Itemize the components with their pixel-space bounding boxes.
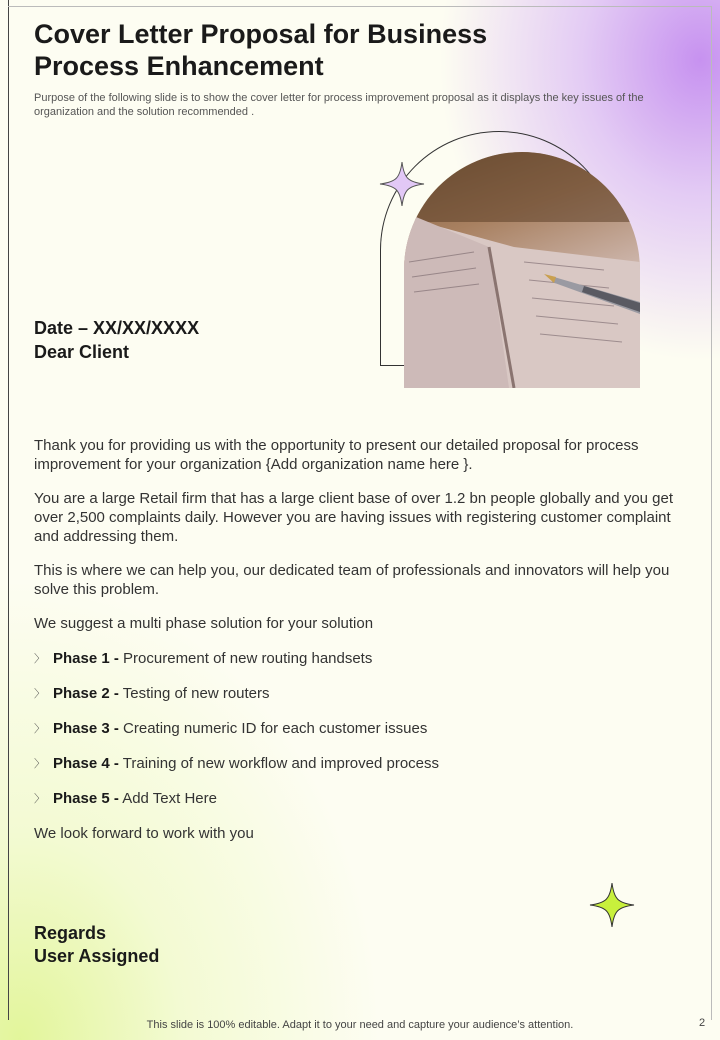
chevron-right-icon: 〉	[34, 653, 45, 665]
letter-body	[34, 436, 684, 858]
signatory-name: User Assigned	[34, 946, 160, 966]
phase-label: Phase 2 -	[53, 685, 119, 702]
phase-label: Phase 1 -	[53, 650, 119, 667]
phase-text: Add Text Here	[118, 790, 217, 807]
sparkle-star-icon	[588, 881, 636, 929]
paragraph: You are a large Retail firm that has a large client base of over 1.2 bn people globally and you get over 2,500 complaints daily. However you are having issues with registering customer complaint and addressing them.	[34, 490, 674, 545]
page-subtitle: Purpose of the following slide is to show the cover letter for process improvement proposal as it displays the key issues of the organization and the solution recommended .	[34, 92, 644, 118]
chevron-right-icon: 〉	[34, 723, 45, 735]
page-title: Cover Letter Proposal for Business Process Enhancement	[34, 19, 488, 81]
phase-list	[34, 649, 684, 808]
phase-text: Training of new workflow and improved process	[118, 755, 440, 772]
chevron-right-icon: 〉	[34, 758, 45, 770]
sparkle-star-icon	[378, 160, 426, 208]
paragraph: We suggest a multi phase solution for your solution	[34, 615, 374, 632]
arch-outline-base	[380, 365, 404, 366]
frame-border-right	[711, 6, 712, 1020]
notebook-pen-photo	[404, 152, 640, 388]
paragraph: Thank you for providing us with the opportunity to present our detailed proposal for process improvement for your organization {Add organization name here }.	[34, 437, 639, 473]
regards-label: Regards	[34, 923, 107, 943]
list-item	[34, 719, 684, 738]
list-item	[34, 754, 684, 773]
phase-label: Phase 4 -	[53, 755, 119, 772]
phase-text: Procurement of new routing handsets	[118, 650, 373, 667]
phase-text: Testing of new routers	[118, 685, 270, 702]
date-salutation-block	[34, 316, 199, 364]
list-item	[34, 684, 684, 703]
letter-salutation: Dear Client	[34, 342, 130, 362]
chevron-right-icon: 〉	[34, 793, 45, 805]
frame-border-left	[8, 0, 9, 1020]
page-number: 2	[698, 1017, 706, 1029]
phase-text: Creating numeric ID for each customer issues	[118, 720, 428, 737]
frame-border-top	[8, 6, 712, 7]
paragraph: This is where we can help you, our dedicated team of professionals and innovators will help you solve this problem.	[34, 562, 670, 598]
regards-block	[34, 922, 159, 968]
list-item	[34, 789, 684, 808]
letter-date: Date – XX/XX/XXXX	[34, 318, 200, 338]
list-item	[34, 649, 684, 668]
footer-note: This slide is 100% editable. Adapt it to your need and capture your audience’s attention.	[146, 1019, 574, 1031]
notebook-illustration	[404, 152, 640, 388]
phase-label: Phase 5 -	[53, 790, 119, 807]
chevron-right-icon: 〉	[34, 688, 45, 700]
phase-label: Phase 3 -	[53, 720, 119, 737]
closing-line: We look forward to work with you	[34, 825, 254, 842]
